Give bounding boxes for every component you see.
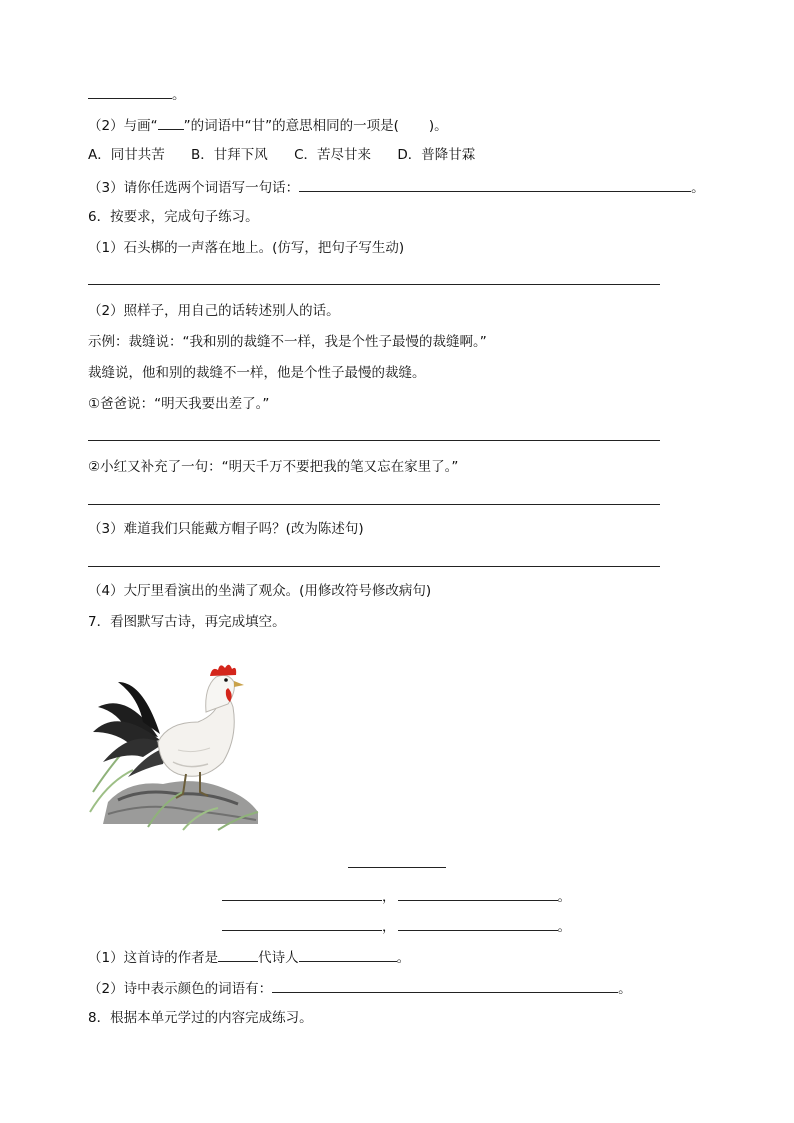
poem-line-2: ， 。 [222,916,571,936]
option-b[interactable]: B．甘拜下风 [191,147,268,163]
rooster-image [88,652,268,832]
q6-example: 示例：裁缝说：“我和别的裁缝不一样，我是个性子最慢的裁缝啊。” [88,334,487,350]
q6-sub3: （3）难道我们只能戴方帽子吗？(改为陈述句) [88,521,364,537]
underlined-word-placeholder [158,115,184,130]
q6-sub1: （1）石头梆的一声落在地上。(仿写，把句子写生动) [88,240,405,256]
answer-blank[interactable] [88,84,172,99]
poem-blank[interactable] [398,886,558,901]
answer-line[interactable] [88,566,660,567]
dynasty-blank[interactable] [218,947,258,962]
q6-item1: ①爸爸说：“明天我要出差了。” [88,396,270,412]
sentence-blank[interactable] [299,177,691,192]
answer-line[interactable] [88,504,660,505]
answer-line[interactable] [88,284,660,285]
q6-sub2: （2）照样子，用自己的话转述别人的话。 [88,303,340,319]
poem-blank[interactable] [222,916,382,931]
q6-example-answer: 裁缝说，他和别的裁缝不一样，他是个性子最慢的裁缝。 [88,365,426,381]
color-words-blank[interactable] [272,978,618,993]
q6-title: 6．按要求，完成句子练习。 [88,209,259,225]
q6-sub4: （4）大厅里看演出的坐满了观众。(用修改符号修改病句) [88,583,432,599]
q5-options [88,146,497,164]
q5-sub2: （2）与画“ ”的词语中“甘”的意思相同的一项是( )。 [88,115,448,135]
q7-sub1: （1）这首诗的作者是 代诗人 。 [88,947,410,967]
q7-sub2: （2）诗中表示颜色的词语有： 。 [88,978,632,998]
poem-blank[interactable] [222,886,382,901]
option-c[interactable]: C．苦尽甘来 [294,147,372,163]
q7-title: 7．看图默写古诗，再完成填空。 [88,614,286,630]
poem-blank[interactable] [398,916,558,931]
poem-line-1: ， 。 [222,886,571,906]
q8-title: 8．根据本单元学过的内容完成练习。 [88,1010,313,1026]
q6-item2: ②小红又补充了一句：“明天千万不要把我的笔又忘在家里了。” [88,459,459,475]
q5-answer-line: 。 [88,84,186,104]
poem-title-blank[interactable] [348,867,446,868]
option-a[interactable]: A．同甘共苦 [88,147,165,163]
poet-blank[interactable] [299,947,397,962]
q5-sub3: （3）请你任选两个词语写一句话： 。 [88,177,705,197]
answer-line[interactable] [88,440,660,441]
option-d[interactable]: D．普降甘霖 [397,147,476,163]
